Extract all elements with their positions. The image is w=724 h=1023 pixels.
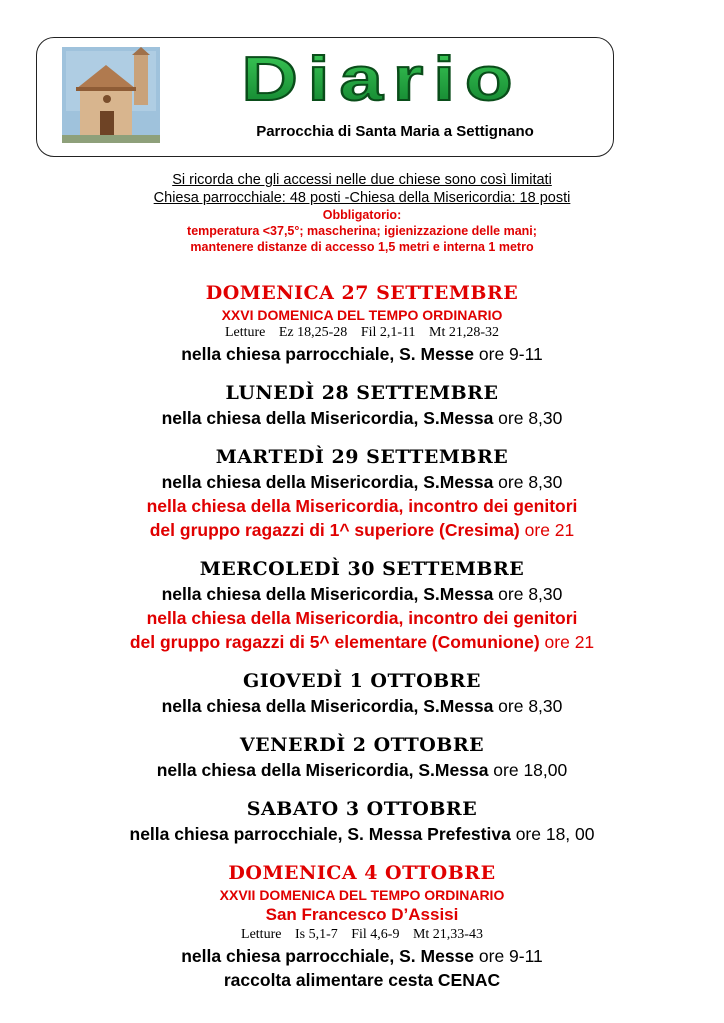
readings-label: Letture: [241, 927, 282, 942]
day-thursday-1: [0, 668, 724, 718]
mass-time: ore 9-11: [474, 344, 543, 364]
mass-time: ore 18,00: [488, 760, 568, 780]
mass-line: [0, 470, 724, 494]
readings-label: Letture: [224, 325, 266, 340]
day-title: LUNEDÌ 28 SETTEMBRE: [225, 382, 499, 404]
day-title: GIOVEDÌ 1 OTTOBRE: [243, 670, 481, 692]
church-illustration: [62, 47, 160, 143]
day-title: SABATO 3 OTTOBRE: [246, 798, 478, 820]
readings: [0, 926, 724, 944]
mandatory-title: Obbligatorio:: [322, 208, 402, 222]
reading-3: Mt 21,33-43: [412, 927, 483, 942]
day-sunday-4: [0, 860, 724, 992]
weekly-schedule: [0, 280, 724, 992]
reading-1: Ez 18,25-28: [278, 325, 348, 340]
day-title: DOMENICA 27 SETTEMBRE: [205, 282, 519, 304]
readings: [0, 324, 724, 342]
reading-1: Is 5,1-7: [294, 927, 338, 942]
feast-title: XXVI DOMENICA DEL TEMPO ORDINARIO: [221, 307, 503, 323]
mass-time: ore 9-11: [474, 946, 543, 966]
logo-text: Diario: [241, 44, 523, 108]
mass-place: nella chiesa della Misericordia, S.Messa: [161, 472, 494, 492]
feast-title: XXVII DOMENICA DEL TEMPO ORDINARIO: [219, 887, 505, 903]
day-title: DOMENICA 4 OTTOBRE: [228, 862, 496, 884]
mass-line: [0, 822, 724, 846]
day-sunday-27: [0, 280, 724, 366]
mass-line: [0, 342, 724, 366]
saint-name: San Francesco D’Assisi: [265, 905, 459, 924]
mass-place: nella chiesa parrocchiale, S. Messe: [181, 946, 475, 966]
notice-line-1: Si ricorda che gli accessi nelle due chiese sono così limitati: [172, 172, 552, 188]
mass-time: ore 8,30: [493, 408, 563, 428]
day-monday-28: [0, 380, 724, 430]
parish-name: Parrocchia di Santa Maria a Settignano: [256, 123, 534, 140]
mass-line: [0, 582, 724, 606]
food-collection-note: raccolta alimentare cesta CENAC: [223, 970, 501, 990]
mass-place: nella chiesa della Misericordia, S.Messa: [156, 760, 489, 780]
reading-2: Fil 2,1-11: [360, 325, 416, 340]
mass-time: ore 8,30: [493, 472, 563, 492]
mass-time: ore 8,30: [493, 584, 563, 604]
mass-place: nella chiesa parrocchiale, S. Messe: [181, 344, 475, 364]
mass-place: nella chiesa parrocchiale, S. Messa Prefestiva: [129, 824, 511, 844]
mass-place: nella chiesa della Misericordia, S.Messa: [161, 408, 494, 428]
day-saturday-3: [0, 796, 724, 846]
mass-line: [0, 694, 724, 718]
mass-line: [0, 758, 724, 782]
meeting-line-2: del gruppo ragazzi di 1^ superiore (Cresima) ore 21: [149, 520, 575, 540]
diario-logo: [182, 44, 582, 108]
mass-line: [0, 406, 724, 430]
meeting-line-1: nella chiesa della Misericordia, incontro dei genitori: [146, 496, 578, 516]
mass-place: nella chiesa della Misericordia, S.Messa: [161, 696, 494, 716]
day-friday-2: [0, 732, 724, 782]
access-notice: [0, 171, 724, 255]
mass-place: nella chiesa della Misericordia, S.Messa: [161, 584, 494, 604]
mandatory-line-1: temperatura <37,5°; mascherina; igienizzazione delle mani;: [187, 224, 537, 238]
day-wednesday-30: [0, 556, 724, 654]
reading-2: Fil 4,6-9: [351, 927, 400, 942]
mass-line: [0, 944, 724, 968]
meeting-line-2: del gruppo ragazzi di 5^ elementare (Comunione) ore 21: [129, 632, 595, 652]
reading-3: Mt 21,28-32: [429, 325, 500, 340]
mass-time: ore 8,30: [493, 696, 563, 716]
day-title: MARTEDÌ 29 SETTEMBRE: [215, 446, 509, 468]
mandatory-line-2: mantenere distanze di accesso 1,5 metri e interna 1 metro: [190, 240, 534, 254]
meeting-line-1: nella chiesa della Misericordia, incontro dei genitori: [146, 608, 578, 628]
day-tuesday-29: [0, 444, 724, 542]
meeting-time: ore 21: [539, 632, 595, 652]
meeting-time: ore 21: [519, 520, 575, 540]
day-title: VENERDÌ 2 OTTOBRE: [239, 734, 485, 756]
mass-time: ore 18, 00: [510, 824, 595, 844]
notice-line-2: Chiesa parrocchiale: 48 posti -Chiesa della Misericordia: 18 posti: [153, 190, 571, 206]
day-title: MERCOLEDÌ 30 SETTEMBRE: [199, 558, 525, 580]
